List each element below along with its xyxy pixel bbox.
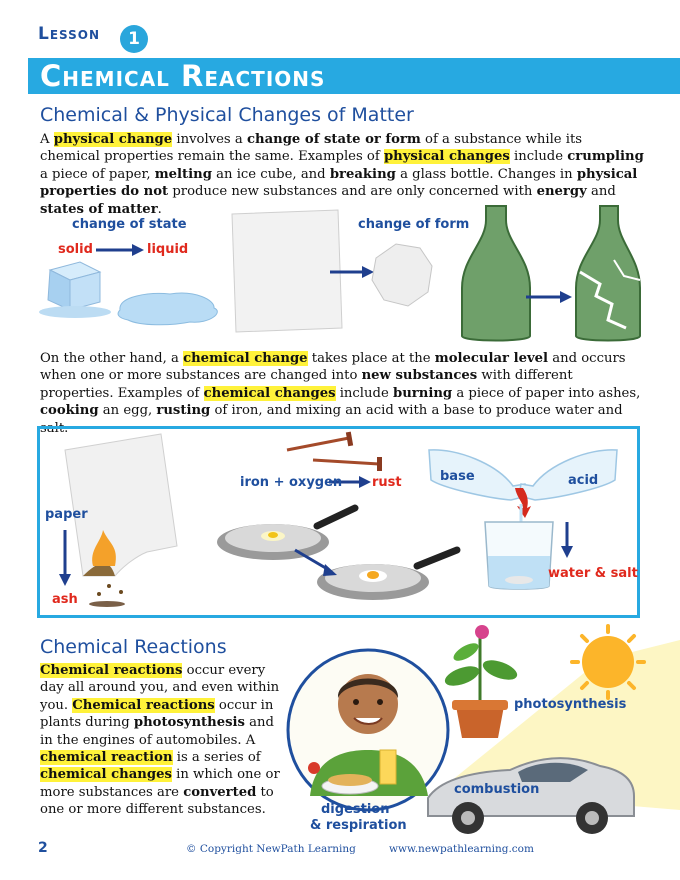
paragraph-chemical-reactions (40, 662, 290, 819)
text-run: A (40, 132, 54, 147)
frying-pan-cooked-egg-icon (317, 550, 457, 600)
label-liquid: liquid (147, 242, 189, 257)
text-run: and occurs when one or more substances are changed into (40, 351, 626, 384)
label-acid: acid (568, 473, 599, 488)
text-run: a piece of paper, (40, 166, 155, 182)
broken-bottle-icon (576, 206, 640, 341)
label-respiration: & respiration (310, 818, 407, 833)
highlighted-term: physical changes (383, 149, 510, 165)
rusty-nail-icon (287, 432, 382, 471)
burning-paper-icon (65, 434, 177, 576)
page-number: 2 (38, 840, 48, 856)
bold-term: melting (154, 166, 212, 182)
text-run: a piece of paper into ashes, (452, 385, 641, 401)
text-run: to one or more different substances. (40, 784, 274, 818)
frying-pan-raw-egg-icon (217, 508, 355, 560)
paragraph-chemical-change (40, 350, 646, 437)
bold-term: burning (392, 385, 453, 401)
ice-cube-icon (39, 262, 111, 318)
text-run: is a series of (172, 750, 261, 766)
boy-eating-icon (288, 650, 448, 810)
text-run: involves a (172, 132, 247, 147)
text-run: in which one or more substances are (40, 767, 280, 800)
label-combustion: combustion (454, 782, 540, 797)
label-solid: solid (58, 242, 93, 257)
section-heading-changes: Chemical & Physical Changes of Matter (40, 104, 414, 126)
label-change-of-form: change of form (358, 217, 470, 232)
highlighted-term: chemical reaction (40, 750, 173, 766)
bold-term: new substances (361, 368, 478, 384)
arrow-down-icon (561, 522, 573, 558)
footer-url[interactable]: www.newpathlearning.com (389, 843, 534, 855)
beaker-icon (485, 522, 553, 589)
label-iron-oxygen: iron + oxygen (240, 475, 343, 490)
highlighted-term: physical change (53, 132, 173, 147)
highlighted-term: chemical changes (40, 767, 172, 783)
bold-term: converted (183, 784, 257, 800)
bold-term: rusting (156, 403, 211, 419)
bold-term: breaking (329, 166, 396, 182)
bold-term: change of state or form (246, 132, 421, 147)
chemical-change-illustration (37, 426, 640, 618)
bold-term: energy (536, 184, 587, 200)
bold-term: photosynthesis (133, 715, 245, 731)
crumpled-paper-icon (372, 244, 432, 306)
label-rust: rust (372, 475, 402, 490)
text-run: occur in plants during (40, 697, 274, 731)
bold-term: crumpling (567, 149, 644, 165)
highlighted-term: Chemical reactions (72, 697, 215, 713)
label-ash: ash (52, 592, 78, 607)
label-change-of-state: change of state (72, 217, 187, 232)
text-run: include (509, 149, 568, 165)
bold-term: molecular level (434, 351, 549, 366)
footer-copyright: © Copyright NewPath Learning (186, 843, 356, 855)
text-run: produce new substances and are only concerned with (168, 184, 537, 200)
text-run: takes place at the (307, 351, 435, 366)
arrow-right-icon (96, 244, 144, 256)
label-water-salt: water & salt (548, 566, 638, 581)
text-run: On the other hand, a (40, 351, 184, 366)
bottle-icon (462, 206, 530, 341)
physical-change-illustration (0, 200, 680, 350)
potted-plant-icon (442, 625, 519, 738)
highlighted-term: chemical changes (203, 385, 336, 401)
text-run: include (335, 385, 393, 401)
highlighted-term: Chemical reactions (40, 663, 183, 678)
text-run: . (157, 201, 162, 217)
lesson-number-badge: 1 (120, 25, 148, 53)
lesson-label: Lesson (38, 24, 101, 44)
text-run: with different properties. Examples of (40, 368, 573, 401)
arrow-down-icon (59, 530, 71, 586)
label-photosynthesis: photosynthesis (514, 697, 627, 712)
text-run: an ice cube, and (211, 166, 330, 182)
bold-term: states of matter (40, 201, 158, 217)
text-run: an egg, (98, 403, 157, 419)
text-run: of iron, and mixing an acid with a base to produce water and salt. (40, 403, 623, 436)
label-digestion: digestion (321, 802, 390, 817)
flat-paper-icon (232, 210, 342, 332)
label-paper: paper (45, 507, 88, 522)
text-run: of a substance while its chemical properties remain the same. Examples of (40, 132, 583, 165)
label-base: base (440, 469, 475, 484)
arrow-right-icon (295, 550, 337, 576)
water-puddle-icon (118, 293, 217, 325)
arrow-right-icon (526, 291, 572, 303)
bold-term: cooking (40, 403, 99, 419)
bold-term: physical properties do not (40, 166, 638, 200)
text-run: a glass bottle. Changes in (395, 166, 577, 182)
page-title: Chemical Reactions (40, 59, 326, 93)
text-run: and (586, 184, 616, 200)
section-heading-reactions: Chemical Reactions (40, 636, 227, 658)
text-run: and in the engines of automobiles. A (40, 715, 274, 748)
highlighted-term: chemical change (183, 351, 308, 366)
text-run: occur every day all around you, and even within you. (40, 663, 280, 713)
sun-icon (572, 626, 644, 698)
